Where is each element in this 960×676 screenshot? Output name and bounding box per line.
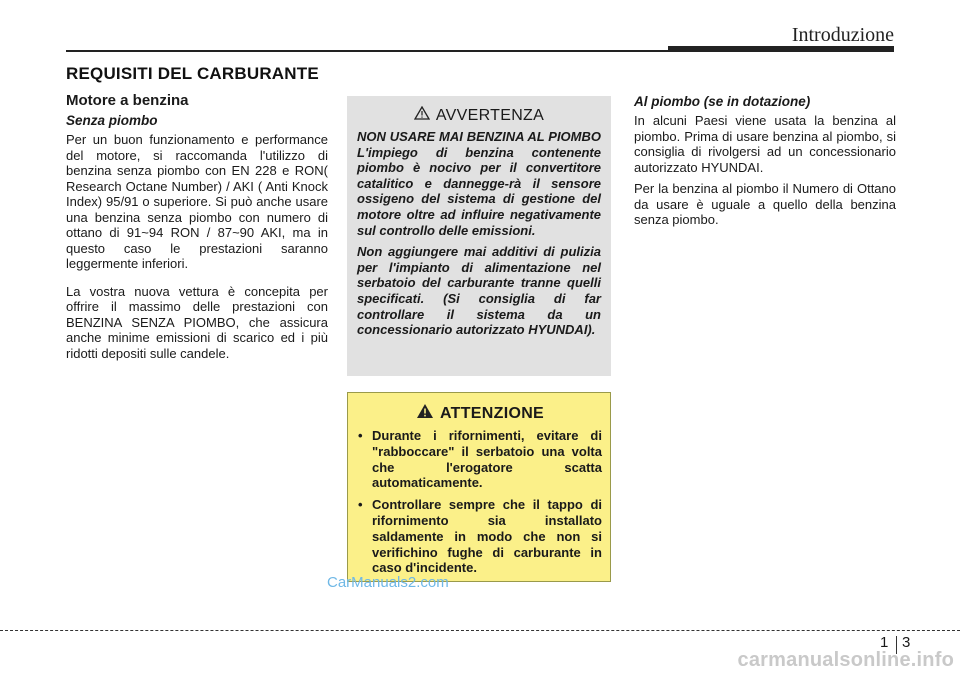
unleaded-paragraph-2: La vostra nuova vettura è concepita per offrire il massimo delle prestazioni con BENZINA SENZA PIOMBO, che assicura anche minime emissioni di scarico ed i più ridotti depositi sulle candele.	[66, 283, 328, 361]
caution-triangle-icon	[416, 403, 434, 424]
unleaded-paragraph-1: Per un buon funzionamento e performance del motore, si raccomanda l'utilizzo di benzina senza piombo con EN 228 e RON( Research Octane Number) / AKI ( Anti Knock Index) 95/91 o superiore. Si può anche usare una benzina senza piombo con numero di ottano di 91~94 RON / 87~90 AKI, ma in questo caso le prestazioni saranno leggermente inferiori.	[66, 132, 328, 271]
caution-item	[358, 428, 602, 491]
chapter-number: 1	[880, 634, 889, 651]
warning-heading	[357, 106, 601, 125]
warning-box	[347, 96, 611, 376]
caution-heading	[358, 403, 602, 424]
caution-list	[358, 428, 602, 576]
caution-title: ATTENZIONE	[439, 404, 545, 422]
warning-title: AVVERTENZA	[435, 106, 545, 124]
footer-rule	[0, 630, 960, 631]
caution-item-text: Durante i rifornimenti, evitare di "rabboccare" il serbatoio una volta che l'erogatore scatta automaticamente.	[372, 428, 602, 491]
warning-triangle-icon	[414, 106, 430, 125]
page-number: 3	[902, 634, 911, 651]
unleaded-subheading: Senza piombo	[66, 113, 158, 128]
leaded-paragraph-2: Per la benzina al piombo il Numero di Ottano da usare è uguale a quello della benzina senza piombo.	[634, 181, 896, 227]
right-column	[634, 94, 896, 234]
header-rule-accent	[668, 46, 894, 52]
warning-paragraph-2: Non aggiungere mai additivi di pulizia per l'impianto di alimentazione nel serbatoio del carburante tranne quelli specificati. (Si consiglia di far controllare il sistema da un concessionario autorizzato HYUNDAI).	[357, 244, 601, 338]
leaded-paragraph-1: In alcuni Paesi viene usata la benzina al piombo. Prima di usare benzina al piombo, si consiglia di rivolgersi ad un concessionario autorizzato HYUNDAI.	[634, 113, 896, 175]
bullet: •	[358, 428, 363, 443]
caution-item-text: Controllare sempre che il tappo di rifornimento sia installato saldamente in modo che non si verifichino fughe di carburante in caso d'incidente.	[372, 497, 602, 576]
caution-box	[347, 392, 611, 582]
watermark-link[interactable]: CarManuals2.com	[327, 574, 449, 591]
leaded-subheading: Al piombo (se in dotazione)	[634, 94, 811, 109]
engine-heading: Motore a benzina	[66, 92, 189, 109]
header-title: Introduzione	[791, 24, 894, 46]
section-title: REQUISITI DEL CARBURANTE	[66, 64, 319, 83]
warning-paragraph-1: NON USARE MAI BENZINA AL PIOMBO L'impiego di benzina contenente piombo è nocivo per il convertitore catalitico e dannegge-rà il sensore ossigeno del sistema di gestione del motore oltre ad influire negativamente sul controllo delle emissioni.	[357, 129, 601, 238]
bullet: •	[358, 497, 363, 513]
left-column	[66, 92, 328, 373]
watermark-bottom: carmanualsonline.info	[737, 649, 954, 671]
caution-item	[358, 497, 602, 576]
